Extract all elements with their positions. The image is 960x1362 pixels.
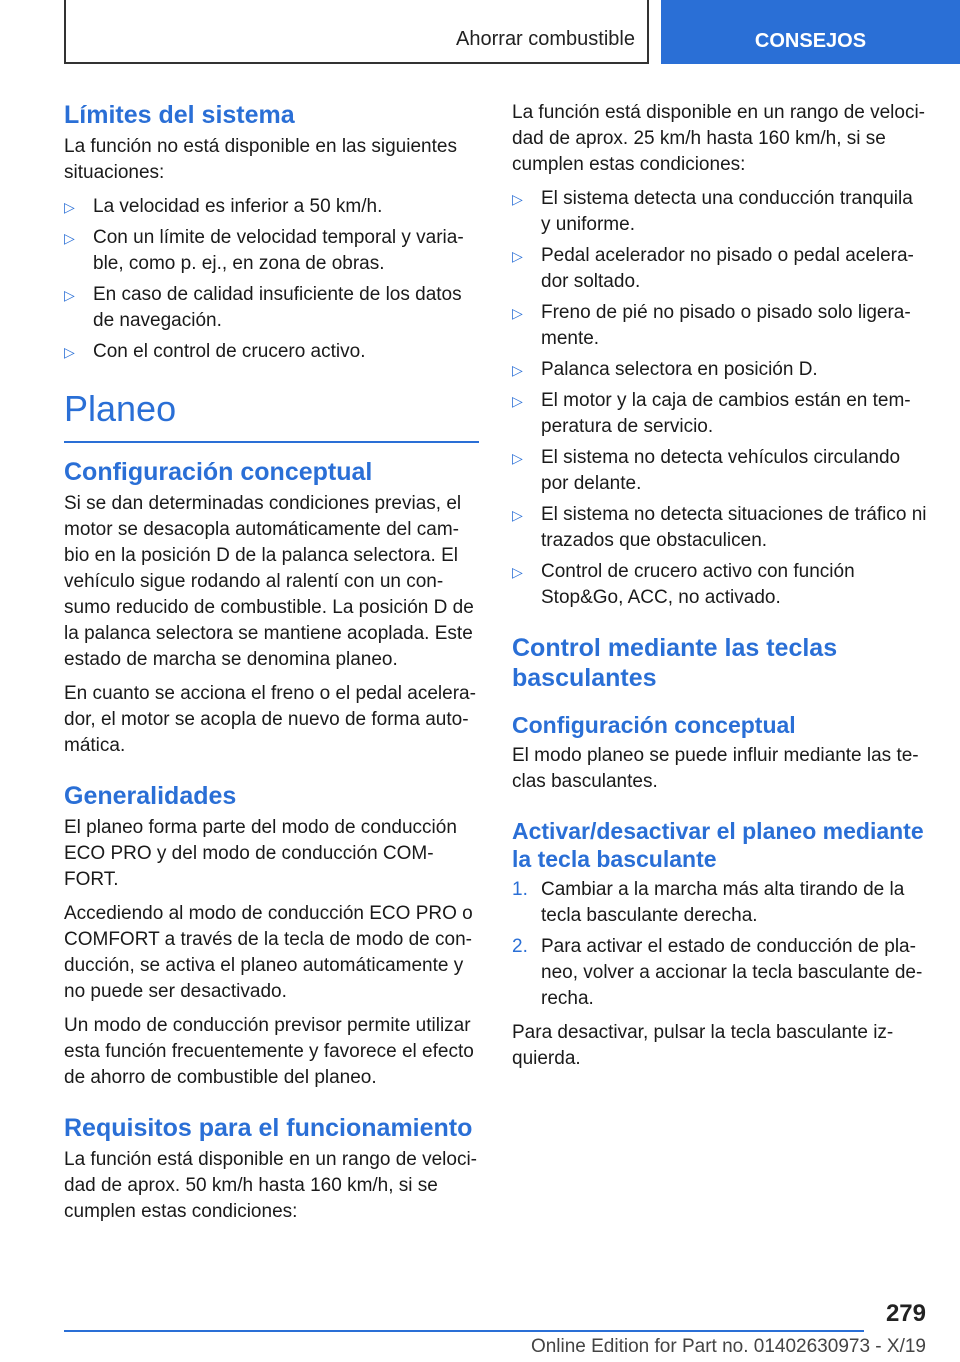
steps-list [512,877,927,1012]
triangle-bullet-icon: ▷ [512,191,523,207]
page-number: 279 [885,1300,926,1327]
triangle-bullet-icon: ▷ [64,287,75,303]
list-item [512,445,927,497]
heading-limites: Límites del sistema [64,101,295,129]
list-item-text: El sistema no detecta situaciones de tráfico ni trazados que obstaculicen. [541,504,927,551]
general-paragraph-2: Accediendo al modo de conducción ECO PRO o COMFORT a través de la tecla de modo de con‐ ducción, se activa el planeo automáticamente y no puede ser desactivado. [64,903,473,1002]
list-item [512,877,927,929]
limites-list [64,194,479,365]
heading-generalidades: Generalidades [64,782,237,810]
heading-activar: Activar/desactivar el planeo mediante la tecla basculante [512,818,924,872]
triangle-bullet-icon: ▷ [64,230,75,246]
triangle-bullet-icon: ▷ [512,305,523,321]
heading-control: Control mediante las teclas basculantes [512,634,838,692]
list-item [64,225,479,277]
triangle-bullet-icon: ▷ [512,393,523,409]
triangle-bullet-icon: ▷ [512,248,523,264]
footer-edition: Online Edition for Part no. 01402630973 - X/19 [530,1336,926,1357]
step-number: 1. [512,879,528,900]
requisitos-right-paragraph: La función está disponible en un rango de veloci‐ dad de aprox. 25 km/h hasta 160 km/h, si se cumplen estas condiciones: [512,102,926,175]
list-item-text: Palanca selectora en posición D. [541,359,818,380]
list-item-text: Control de crucero activo con función Stop&Go, ACC, no activado. [541,561,855,608]
header-tab-consejos[interactable]: CONSEJOS [661,0,960,64]
triangle-bullet-icon: ▷ [512,507,523,523]
footer-divider [64,1330,864,1332]
list-item [512,243,927,295]
heading-configuracion: Configuración conceptual [64,458,373,486]
triangle-bullet-icon: ▷ [64,199,75,215]
list-item-text: El sistema no detecta vehículos circulando por delante. [541,447,901,494]
list-item-text: La velocidad es inferior a 50 km/h. [93,196,383,217]
config2-paragraph: El modo planeo se puede influir mediante las te‐ clas basculantes. [512,745,919,792]
heading-configuracion-2: Configuración conceptual [512,712,796,738]
list-item-text: El motor y la caja de cambios están en tem‐ peratura de servicio. [541,390,911,437]
triangle-bullet-icon: ▷ [512,564,523,580]
list-item-text: El sistema detecta una conducción tranquila y uniforme. [541,188,913,235]
list-item-text: Con el control de crucero activo. [93,341,366,362]
header-section-title: Ahorrar combustible [456,28,635,50]
list-item [512,502,927,554]
list-item-text: En caso de calidad insuficiente de los datos de navegación. [93,284,462,331]
list-item-text: Freno de pié no pisado o pisado solo ligera‐ mente. [541,302,911,349]
list-item [512,357,927,383]
general-paragraph-1: El planeo forma parte del modo de conducción ECO PRO y del modo de conducción COM‐ FORT. [64,817,457,890]
config-paragraph-2: En cuanto se acciona el freno o el pedal acelera‐ dor, el motor se acopla de nuevo de forma auto‐ mática. [64,683,476,756]
list-item [512,300,927,352]
step-number: 2. [512,936,528,957]
config-paragraph-1: Si se dan determinadas condiciones previas, el motor se desacopla automáticamente del cam‐ bio en la posición D de la palanca selectora. El vehículo sigue rodando al ralentí con un con‐ sumo reducido de combustible. La posición D de la palanca selectora se mantiene acoplada. Este estado de marcha se denomina planeo. [64,493,474,670]
list-item-text: Con un límite de velocidad temporal y varia‐ ble, como p. ej., en zona de obras. [93,227,464,274]
desactivar-paragraph: Para desactivar, pulsar la tecla basculante iz‐ quierda. [512,1022,894,1069]
list-item-text: Para activar el estado de conducción de pla‐ neo, volver a accionar la tecla basculante de‐ recha. [541,936,923,1009]
heading-planeo: Planeo [64,387,479,443]
triangle-bullet-icon: ▷ [64,344,75,360]
list-item-text: Pedal acelerador no pisado o pedal acelera‐ dor soltado. [541,245,914,292]
header-box [64,0,649,64]
general-paragraph-3: Un modo de conducción previsor permite utilizar esta función frecuentemente y favorece el efecto de ahorro de combustible del planeo. [64,1015,474,1088]
limites-intro: La función no está disponible en las siguientes situaciones: [64,136,457,183]
list-item-text: Cambiar a la marcha más alta tirando de la tecla basculante derecha. [541,879,905,926]
triangle-bullet-icon: ▷ [512,362,523,378]
left-column [64,100,479,1233]
conditions-list [512,186,927,611]
list-item [512,934,927,1012]
list-item [512,186,927,238]
triangle-bullet-icon: ▷ [512,450,523,466]
right-column [512,100,927,1080]
requisitos-paragraph: La función está disponible en un rango de veloci‐ dad de aprox. 50 km/h hasta 160 km/h, si se cumplen estas condiciones: [64,1149,478,1222]
list-item [64,282,479,334]
list-item [512,559,927,611]
list-item [64,339,479,365]
list-item [64,194,479,220]
heading-requisitos: Requisitos para el funcionamiento [64,1114,473,1142]
list-item [512,388,927,440]
